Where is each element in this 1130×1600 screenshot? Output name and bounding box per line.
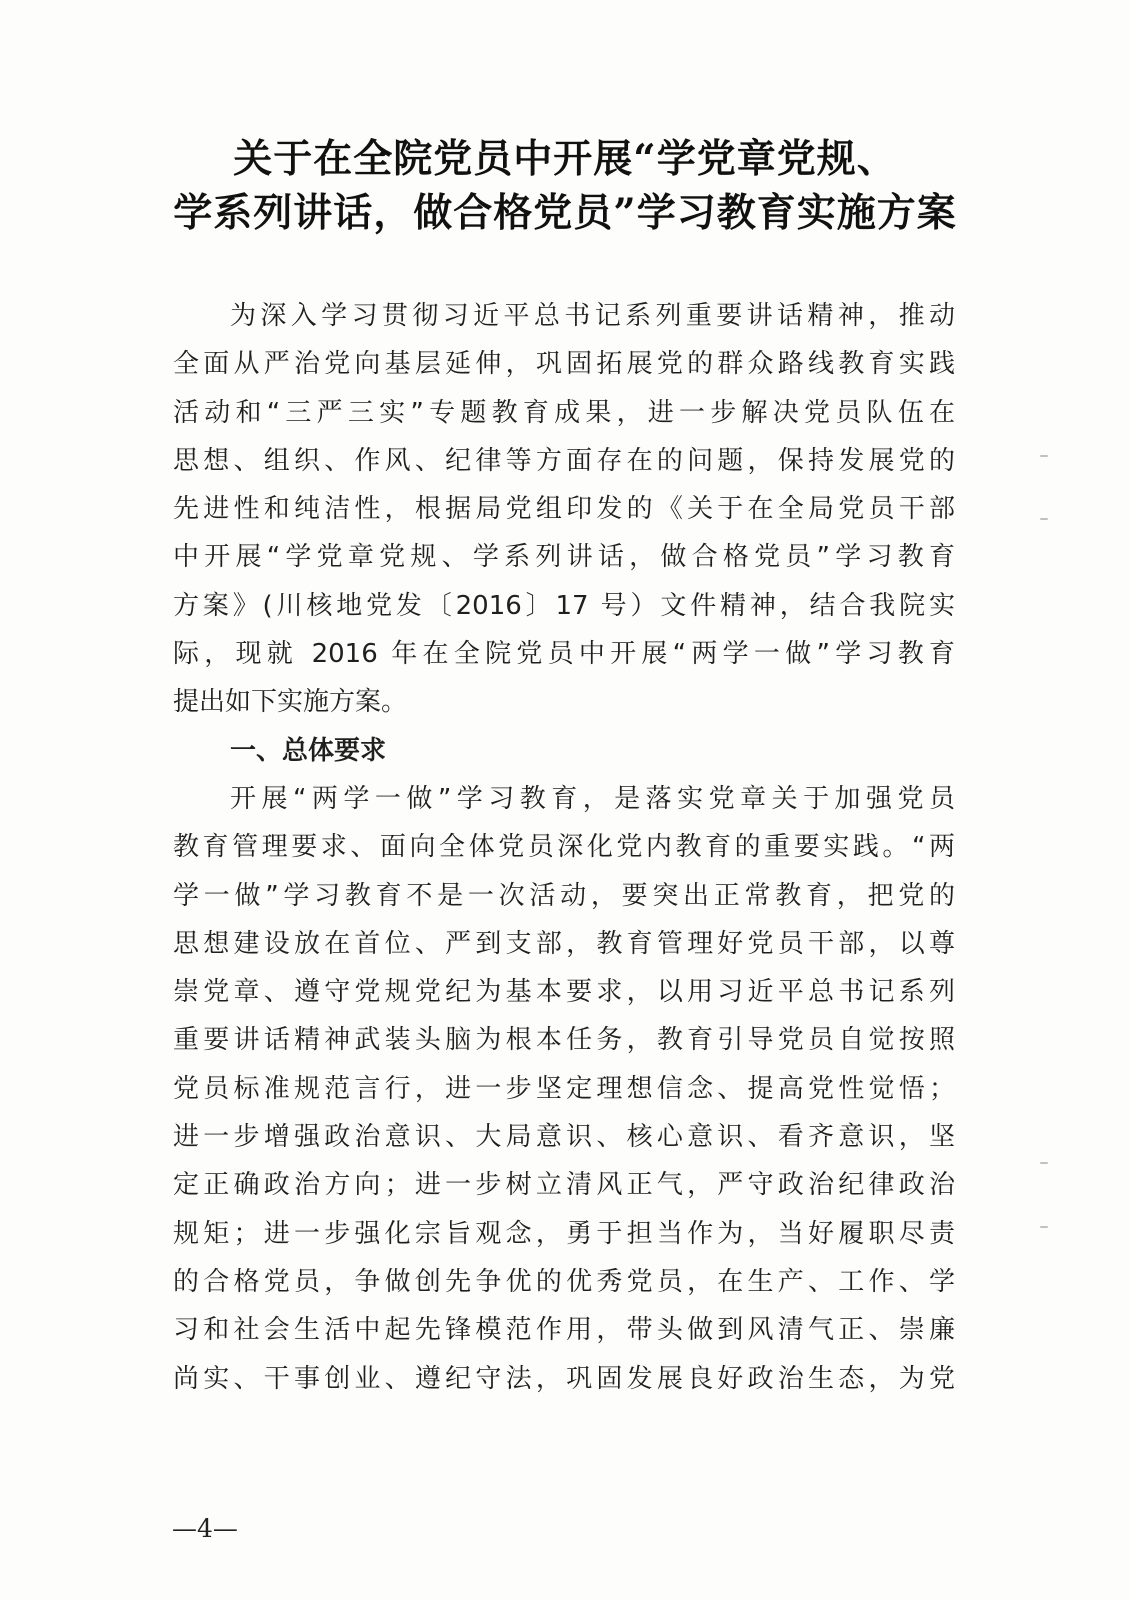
text-line: 先进性和纯洁性，根据局党组印发的《关于在全局党员干部 (173, 494, 955, 525)
text-line: 进一步增强政治意识、大局意识、核心意识、看齐意识，坚 (173, 1122, 955, 1153)
text-line: 活动和“三严三实”专题教育成果，进一步解决党员队伍在 (173, 397, 955, 428)
text-line: 定正确政治方向；进一步树立清风正气，严守政治纪律政治 (173, 1170, 955, 1201)
text-line: 思想建设放在首位、严到支部，教育管理好党员干部，以尊 (173, 928, 955, 959)
scan-speck (1040, 518, 1048, 520)
text-line: 方案》(川核地党发〔2016〕17 号）文件精神，结合我院实 (173, 590, 955, 621)
text-line: 中开展“学党章党规、学系列讲话，做合格党员”学习教育 (173, 542, 955, 573)
text-line: 的合格党员，争做创先争优的优秀党员，在生产、工作、学 (173, 1266, 955, 1297)
text-line: 尚实、干事创业、遵纪守法，巩固发展良好政治生态，为党 (173, 1363, 955, 1394)
title-line-1: 关于在全院党员中开展“学党章党规、 (233, 136, 897, 182)
text-line: 崇党章、遵守党规党纪为基本要求，以用习近平总书记系列 (173, 977, 955, 1008)
scan-speck (1040, 455, 1048, 457)
text-line: 党员标准规范言行，进一步坚定理想信念、提高党性觉悟； (173, 1073, 955, 1104)
text-line: 开展“两学一做”学习教育，是落实党章关于加强党员 (230, 783, 955, 814)
text-line: 全面从严治党向基层延伸，巩固拓展党的群众路线教育实践 (173, 349, 955, 380)
text-line: 为深入学习贯彻习近平总书记系列重要讲话精神，推动 (230, 301, 955, 331)
scan-speck (1040, 1226, 1048, 1228)
document-body (173, 292, 955, 1403)
scan-speck (1040, 1162, 1048, 1164)
text-line: 思想、组织、作风、纪律等方面存在的问题，保持发展党的 (173, 445, 955, 476)
title-line-2: 学系列讲话，做合格党员”学习教育实施方案 (173, 190, 957, 236)
text-line: 提出如下实施方案。 (173, 687, 408, 718)
text-line: 际，现就 2016 年在全院党员中开展“两学一做”学习教育 (173, 639, 955, 670)
text-line: 学一做”学习教育不是一次活动，要突出正常教育，把党的 (173, 880, 955, 911)
text-line: 习和社会生活中起先锋模范作用，带头做到风清气正、崇廉 (173, 1315, 955, 1346)
paragraph-general-requirements (173, 775, 955, 1403)
text-line: 教育管理要求、面向全体党员深化党内教育的重要实践。“两 (173, 832, 955, 863)
page-number: —4— (172, 1514, 238, 1543)
text-line: 重要讲话精神武装头脑为根本任务，教育引导党员自觉按照 (173, 1025, 955, 1056)
text-line: 规矩；进一步强化宗旨观念，勇于担当作为，当好履职尽责 (173, 1218, 955, 1249)
paragraph-intro (173, 292, 955, 727)
section-heading: 一、总体要求 (230, 735, 387, 766)
document-title (120, 132, 1010, 240)
